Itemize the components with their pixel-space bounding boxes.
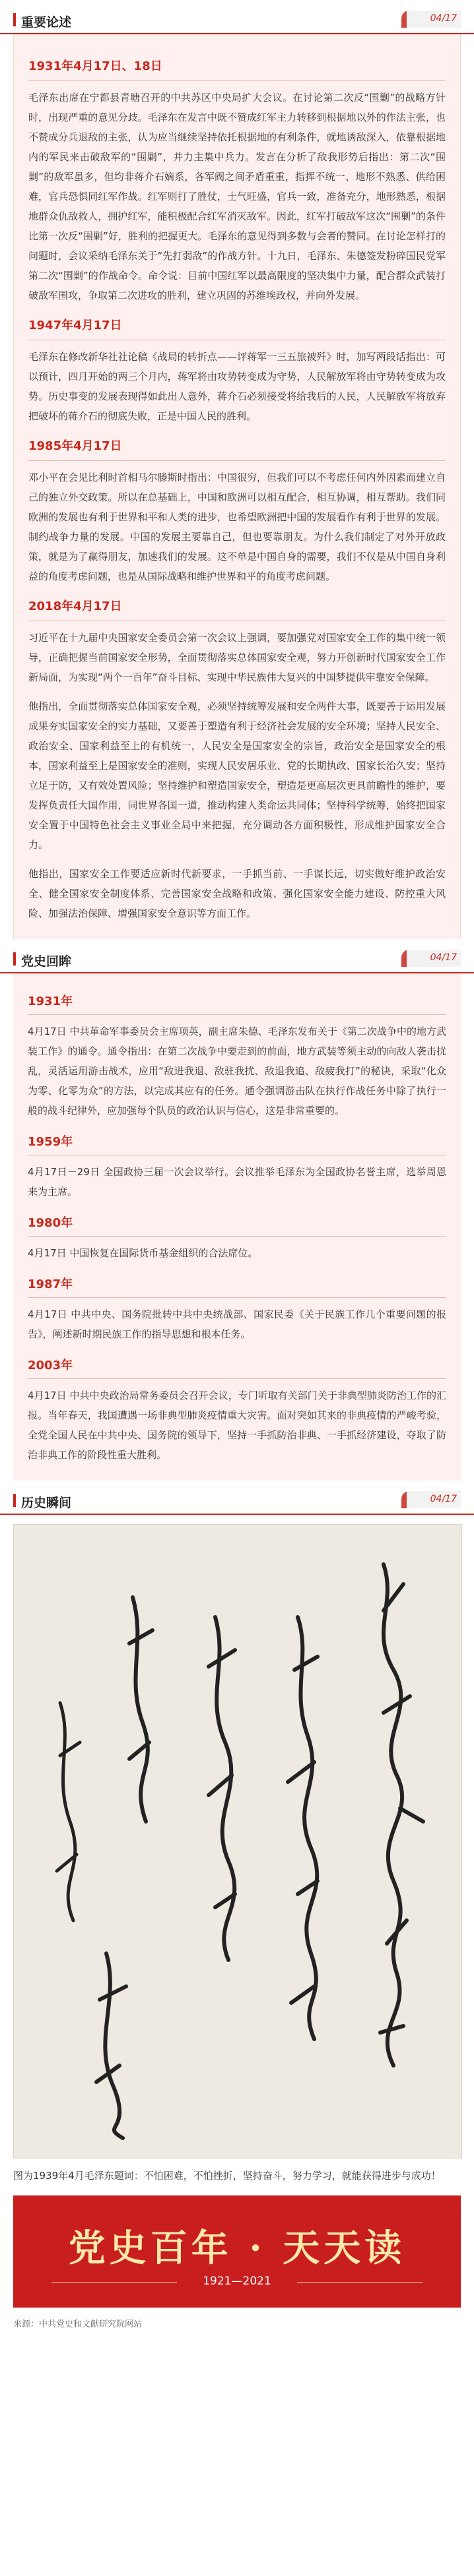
important-content [13, 34, 461, 939]
banner-divider [297, 2282, 423, 2283]
date-tag [401, 11, 461, 28]
section-marker [13, 13, 16, 26]
entry-paragraph: 毛泽东在修改新华社社论稿《战局的转折点——评蒋军一三五旅被歼》时，加写两段话指出：可以预计，四月开始的两三个月内，蒋军将由攻势转变成为守势，人民解放军将由守势转变成为攻势。历史事变的发展表现得如此出人意外，蒋介石必须接受将给我后的人民，人民解放军将放弃把破坏的蒋介石的彻底失败，正是中国人民的胜利。 [28, 351, 446, 422]
history-year: 1987年 [28, 1277, 73, 1291]
date-tag-text: 04/17 [430, 13, 457, 24]
banner-title: 党史百年 · 天天读 [68, 2226, 406, 2270]
entry-date: 1985年4月17日 [28, 439, 122, 453]
history-text: 4月17日 中共中央、国务院批转中共中央统战部、国家民委《关于民族工作几个重要问题的报告》，阐述新时期民族工作的指导思想和根本任务。 [28, 1308, 446, 1340]
entry-date: 2018年4月17日 [28, 599, 122, 613]
section-title: 党史回眸 [21, 954, 72, 969]
series-banner [13, 2195, 461, 2308]
date-tag-text: 04/17 [430, 1494, 457, 1504]
entry-paragraph: 习近平在十九届中央国家安全委员会第一次会议上强调，要加强党对国家安全工作的集中统一领导，正确把握当前国家安全形势，全面贯彻落实总体国家安全观，努力开创新时代国家安全工作新局面，为实现“两个一百年”奋斗目标、实现中华民族伟大复兴的中国梦提供牢靠安全保障。 [28, 632, 446, 683]
history-text: 4月17日 中国恢复在国际货币基金组织的合法席位。 [28, 1247, 258, 1259]
entry-divider [28, 460, 446, 461]
article-page [0, 7, 474, 2329]
image-caption: 图为1939年4月毛泽东题词：不怕困难，不怕挫折，坚持奋斗，努力学习，就能获得进步与成功！ [13, 2170, 441, 2182]
date-tag [401, 950, 461, 967]
history-year: 1931年 [28, 995, 73, 1008]
entry-divider [28, 1236, 446, 1237]
entry-date: 1947年4月17日 [28, 319, 122, 332]
entry-paragraph: 他指出，全面贯彻落实总体国家安全观，必须坚持统筹发展和安全两件大事，既要善于运用发展成果夯实国家安全的实力基础，又要善于塑造有利于经济社会发展的安全环境；坚持人民安全、政治安全、国家利益至上的有机统一，人民安全是国家安全的宗旨，政治安全是国家安全的根本，国家利益至上是国家安全的准则，实现人民安居乐业、党的长期执政、国家长治久安；坚持立足于防，又有效处置风险；坚持维护和塑造国家安全，塑造是更高层次更具前瞻性的维护，要发挥负责任大国作用，同世界各国一道，推动构建人类命运共同体；坚持科学统筹，始终把国家安全置于中国特色社会主义事业全局中来把握，充分调动各方面积极性，形成维护国家安全合力。 [28, 700, 446, 851]
entry-divider [28, 1014, 446, 1015]
source-note: 来源：中共党史和文献研究院网站 [13, 2319, 143, 2329]
calligraphy-image [13, 1524, 461, 2159]
history-text: 4月17日 中共中央政治局常务委员会召开会议，专门听取有关部门关于非典型肺炎防治工作的汇报。当年春天，我国遭遇一场非典型肺炎疫情重大灾害。面对突如其来的非典疫情的严峻考验，全党全国人民在中共中央、国务院的领导下，坚持一手抓防治非典、一手抓经济建设，夺取了防治非典工作的阶段性重大胜利。 [28, 1390, 446, 1461]
section-marker [13, 952, 16, 966]
entry-divider [28, 1378, 446, 1379]
section-title: 重要论述 [21, 15, 72, 30]
section-header-important [0, 7, 474, 34]
section-title: 历史瞬间 [21, 1496, 72, 1510]
entry-divider [28, 80, 446, 81]
date-tag-text: 04/17 [430, 952, 457, 963]
date-tag [401, 1491, 461, 1508]
review-content [13, 973, 461, 1481]
entry-divider [28, 1297, 446, 1298]
section-header-review [0, 946, 474, 973]
section-marker [13, 1494, 16, 1507]
history-year: 1980年 [28, 1216, 73, 1230]
entry-paragraph: 毛泽东出席在宁都县青塘召开的中共苏区中央局扩大会议。在讨论第二次反“围剿”的战略方针时，出现严重的意见分歧。毛泽东在发言中既不赞成红军主力转移到根据地以外的作法主张，也不赞成分兵退敌的主张，认为应当继续坚持依托根据地的有利条件，就地诱敌深入，依靠根据地内的军民来击破敌军的“围剿”，并力主集中兵力。发言在分析了敌我形势后指出：第二次“围剿”的敌军虽多，但均非蒋介石嫡系，各军阀之间矛盾重重，指挥不统一、地形不熟悉、供给困难，官兵恐惧同红军作战。红军则打了胜仗，士气旺盛，官兵一致，准备充分，地形熟悉，根据地群众仇敌救人，拥护红军，能积极配合红军消灭敌军。因此，红军打破敌军这次“围剿”的条件比第一次反“围剿”好，胜利的把握更大。毛泽东的意见得到多数与会者的赞同。在讨论怎样打的问题时，会议采纳毛泽东关于“先打弱敌”的作战方针。十九日，毛泽东、朱德签发粉碎国民党军第二次“围剿”的作战命令。命令说：目前中国红军以最高限度的坚决集中力量，配合群众武装打破敌军围攻，争取第二次进攻的胜利，建立巩固的苏维埃政权，并向外发展。 [28, 92, 446, 301]
history-year: 1959年 [28, 1135, 73, 1149]
entry-paragraph: 邓小平在会见比利时首相马尔滕斯时指出：中国很穷，但我们可以不考虑任何内外因素而建立自己的独立外交政策。所以在总基础上，中国和欧洲可以相互配合，相互协调，相互帮助。我们同欧洲的发展也有利于世界和平和人类的进步，也希望欧洲把中国的发展看作有利于世界的发展。制约战争力量的发展。中国的发展主要靠自己，但也要靠朋友。为什么我们制定了对外开放政策，就是为了赢得朋友，加速我们的发展。这不单是中国自身的需要，我们不仅是从中国自身利益的角度考虑问题，也是从国际战略和维护世界和平的角度考虑问题。 [28, 472, 446, 582]
history-year: 2003年 [28, 1359, 73, 1372]
calligraphy-svg [14, 1525, 461, 2158]
entry-date: 1931年4月17日、18日 [28, 59, 162, 73]
history-text: 4月17日 中共革命军事委员会主席项英，副主席朱德、毛泽东发布关于《第二次战争中的地方武装工作》的通令。通令指出：在第二次战争中要走到的前面，地方武装等须主动的向敌人袭击扰乱，灵活运用游击战术，应用“敌进我退、敌驻我扰、敌退我追、敌疲我打”的秘诀，采取“化众为零、化零为众”的方法，以完成其应有的任务。通令强调游击队在执行作战任务中除了执行一般的战斗纪律外，应加强每个队员的政治认识与信心，这是非常重要的。 [28, 1026, 446, 1117]
section-header-moment [0, 1487, 474, 1515]
calligraphy-photo [13, 1524, 462, 2159]
entry-paragraph: 他指出，国家安全工作要适应新时代新要求，一手抓当前、一手谋长远，切实做好维护政治安全、健全国家安全制度体系、完善国家安全战略和政策、强化国家安全能力建设、防控重大风险、加强法治保障、增强国家安全意识等方面工作。 [28, 868, 446, 919]
history-text: 4月17日－29日 全国政协三届一次会议举行。会议推举毛泽东为全国政协名誉主席，选举周恩来为主席。 [28, 1166, 446, 1198]
banner-years: 1921—2021 [203, 2275, 271, 2288]
